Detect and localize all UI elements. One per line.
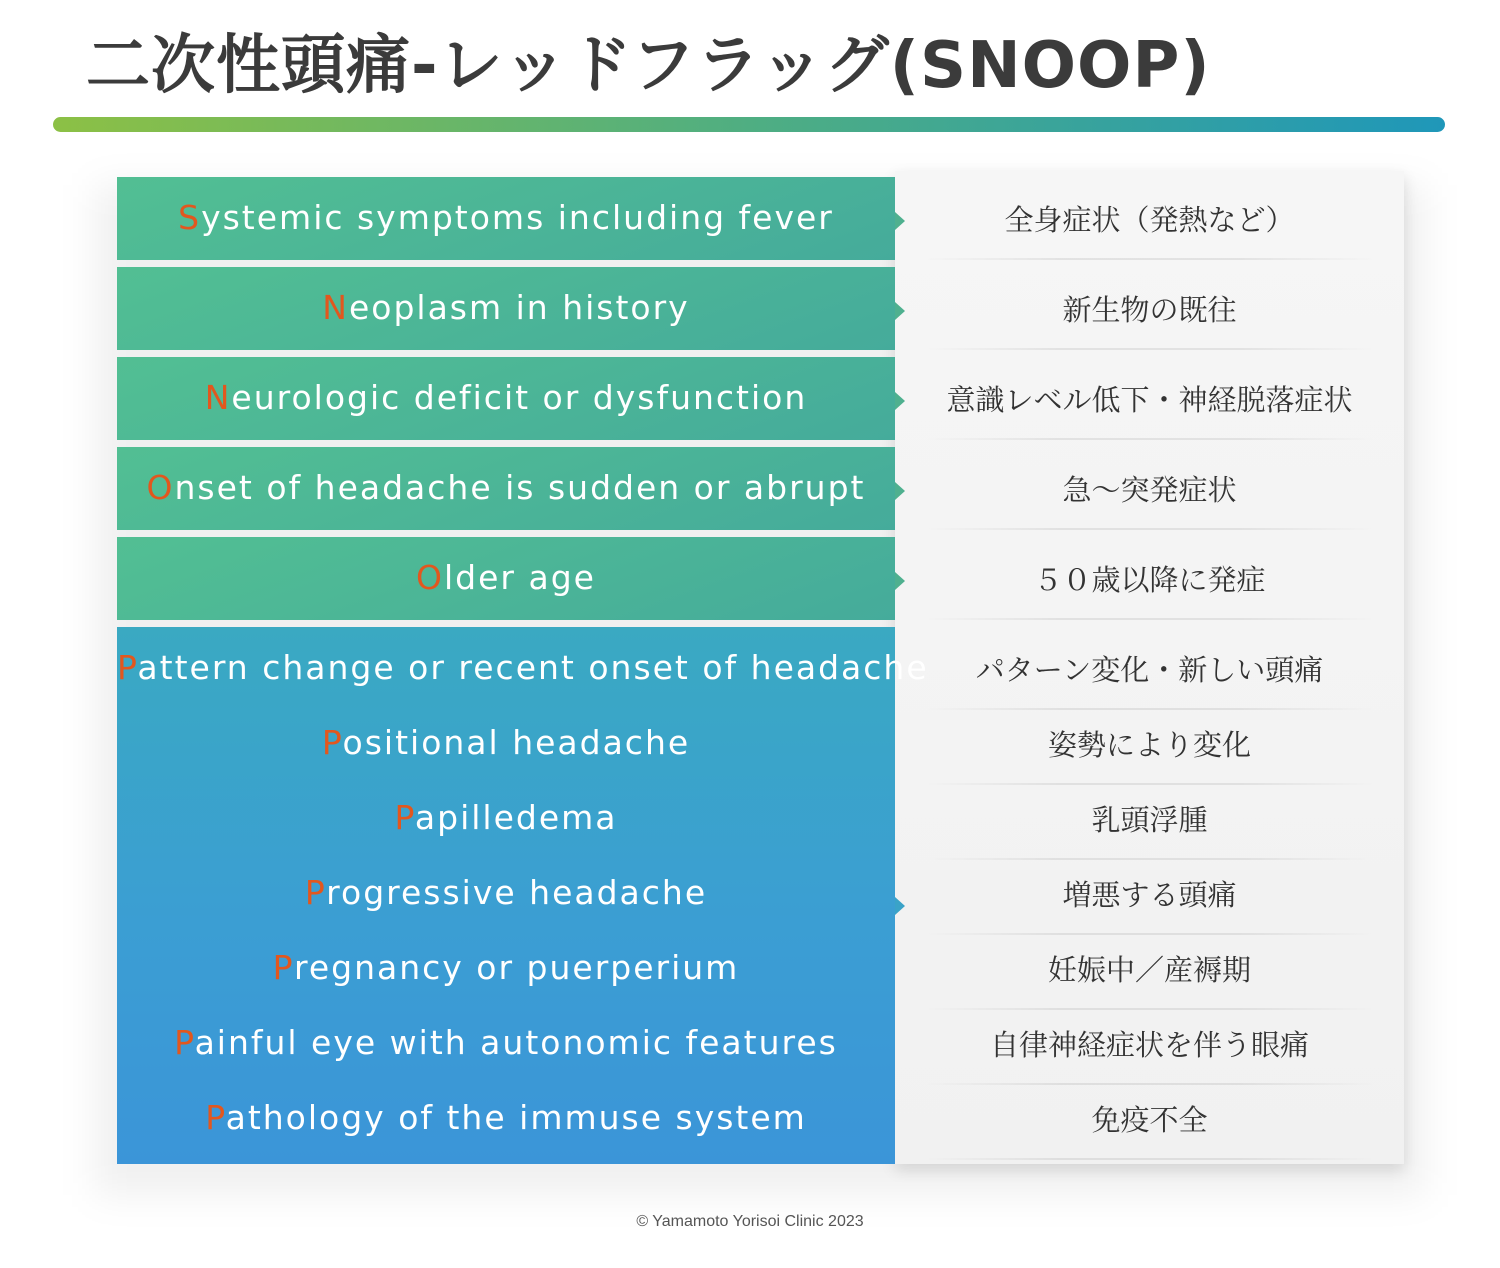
criterion-english: Papilledema (394, 798, 618, 837)
title-underline (53, 117, 1445, 132)
criterion-japanese: 急〜突発症状 (1062, 473, 1237, 507)
criterion-english: Pregnancy or puerperium (272, 948, 740, 987)
criterion-japanese: 全身症状（発熱など） (1004, 203, 1295, 237)
criterion-japanese: 意識レベル低下・神経脱落症状 (946, 383, 1353, 417)
criterion-english: Neoplasm in history (322, 288, 690, 327)
row-divider (925, 708, 1375, 710)
row-divider (925, 1158, 1375, 1160)
row-divider (925, 258, 1375, 260)
criterion-english: Onset of headache is sudden or abrupt (146, 468, 866, 507)
criterion-english: Pathology of the immuse system (205, 1098, 807, 1137)
row-divider (925, 858, 1375, 860)
criterion-japanese: 新生物の既往 (1062, 293, 1237, 327)
row-divider (925, 348, 1375, 350)
row-divider (925, 1083, 1375, 1085)
english-panel (117, 177, 929, 1164)
criterion-japanese: パターン変化・新しい頭痛 (975, 653, 1324, 687)
criterion-japanese: 姿勢により変化 (1047, 728, 1251, 762)
row-divider (925, 933, 1375, 935)
criterion-english: Painful eye with autonomic features (174, 1023, 838, 1062)
criterion-english: Systemic symptoms including fever (178, 198, 834, 237)
row-divider (925, 528, 1375, 530)
criterion-japanese: 妊娠中／産褥期 (1047, 953, 1251, 987)
criterion-japanese: 自律神経症状を伴う眼痛 (989, 1028, 1309, 1062)
copyright-footer: © Yamamoto Yorisoi Clinic 2023 (636, 1213, 864, 1230)
criterion-english: Progressive headache (304, 873, 708, 912)
row-divider (925, 1008, 1375, 1010)
row-divider (925, 783, 1375, 785)
criterion-english: Pattern change or recent onset of headache (117, 648, 929, 687)
criterion-english: Positional headache (321, 723, 691, 762)
criterion-japanese: 乳頭浮腫 (1091, 803, 1208, 837)
criterion-english: Older age (416, 558, 596, 597)
criterion-japanese: ５０歳以降に発症 (1033, 563, 1266, 597)
criterion-english: Neurologic deficit or dysfunction (204, 378, 808, 417)
page-title: 二次性頭痛-レッドフラッグ(SNOOP) (86, 29, 1211, 103)
criterion-japanese: 免疫不全 (1091, 1103, 1208, 1137)
criterion-japanese: 増悪する頭痛 (1062, 878, 1237, 912)
row-divider (925, 618, 1375, 620)
row-divider (925, 438, 1375, 440)
